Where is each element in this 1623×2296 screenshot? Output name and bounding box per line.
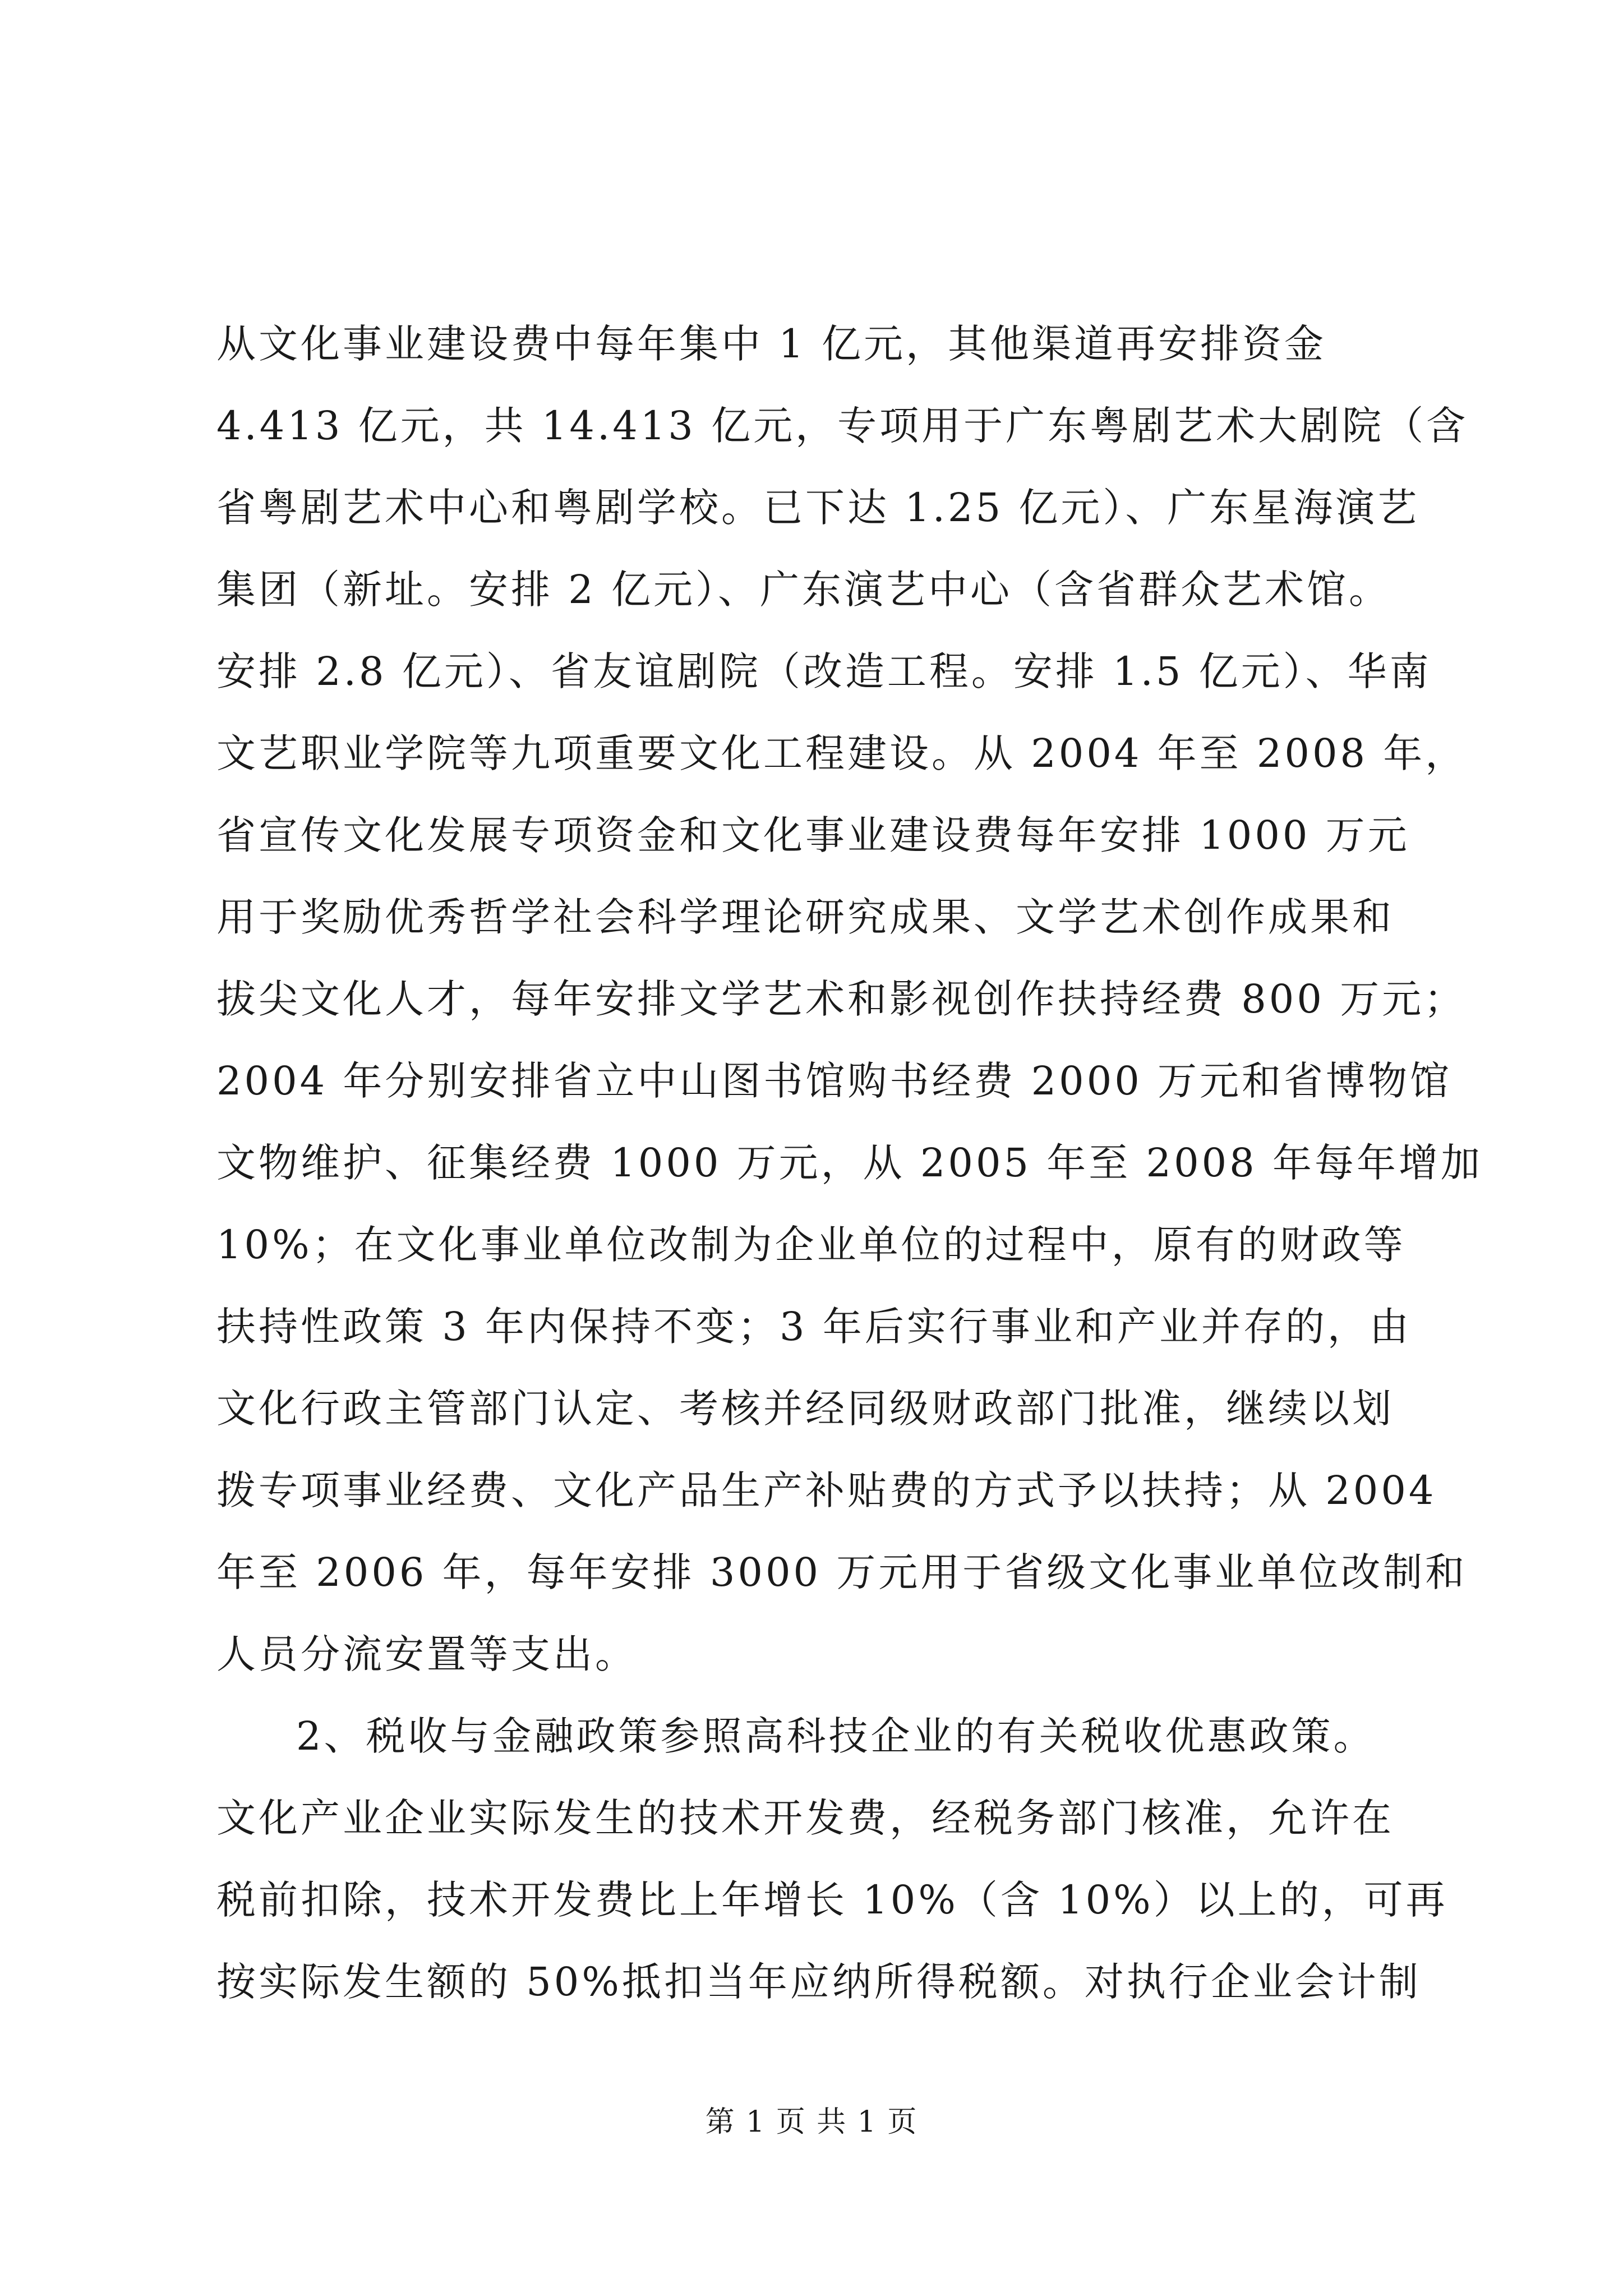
body-text bbox=[216, 303, 1483, 2023]
text-line: 集团（新址。安排 2 亿元）、广东演艺中心（含省群众艺术馆。 bbox=[216, 567, 1391, 613]
text-line: 人员分流安置等支出。 bbox=[216, 1631, 637, 1677]
text-line: 4.413 亿元，共 14.413 亿元，专项用于广东粤剧艺术大剧院（含 bbox=[216, 403, 1469, 449]
text-line: 按实际发生额的 50%抵扣当年应纳所得税额。对执行企业会计制 bbox=[216, 1959, 1421, 2005]
text-line: 文化行政主管部门认定、考核并经同级财政部门批准，继续以划 bbox=[216, 1386, 1394, 1432]
text-line: 省宣传文化发展专项资金和文化事业建设费每年安排 1000 万元 bbox=[216, 812, 1410, 858]
text-line: 文艺职业学院等九项重要文化工程建设。从 2004 年至 2008 年， bbox=[216, 730, 1468, 776]
page-footer: 第 1 页 共 1 页 bbox=[705, 2105, 918, 2139]
text-line: 文化产业企业实际发生的技术开发费，经税务部门核准，允许在 bbox=[216, 1795, 1394, 1841]
text-line: 拔尖文化人才，每年安排文学艺术和影视创作扶持经费 800 万元； bbox=[216, 976, 1467, 1022]
text-line: 年至 2006 年，每年安排 3000 万元用于省级文化事业单位改制和 bbox=[216, 1549, 1468, 1595]
text-line: 10%；在文化事业单位改制为企业单位的过程中，原有的财政等 bbox=[216, 1222, 1406, 1268]
text-line: 省粤剧艺术中心和粤剧学校。已下达 1.25 亿元）、广东星海演艺 bbox=[216, 485, 1420, 531]
text-line: 文物维护、征集经费 1000 万元，从 2005 年至 2008 年每年增加 bbox=[216, 1140, 1483, 1186]
text-line: 拨专项事业经费、文化产品生产补贴费的方式予以扶持；从 2004 bbox=[216, 1467, 1437, 1513]
text-line: 税前扣除，技术开发费比上年增长 10%（含 10%）以上的，可再 bbox=[216, 1877, 1448, 1923]
text-line: 用于奖励优秀哲学社会科学理论研究成果、文学艺术创作成果和 bbox=[216, 894, 1394, 940]
text-line: 2004 年分别安排省立中山图书馆购书经费 2000 万元和省博物馆 bbox=[216, 1058, 1453, 1104]
text-line: 安排 2.8 亿元）、省友谊剧院（改造工程。安排 1.5 亿元）、华南 bbox=[216, 648, 1432, 694]
text-line: 从文化事业建设费中每年集中 1 亿元，其他渠道再安排资金 bbox=[216, 321, 1327, 367]
text-line: 扶持性政策 3 年内保持不变；3 年后实行事业和产业并存的，由 bbox=[216, 1304, 1412, 1350]
paragraph-start-line: 2、税收与金融政策参照高科技企业的有关税收优惠政策。 bbox=[296, 1713, 1376, 1759]
